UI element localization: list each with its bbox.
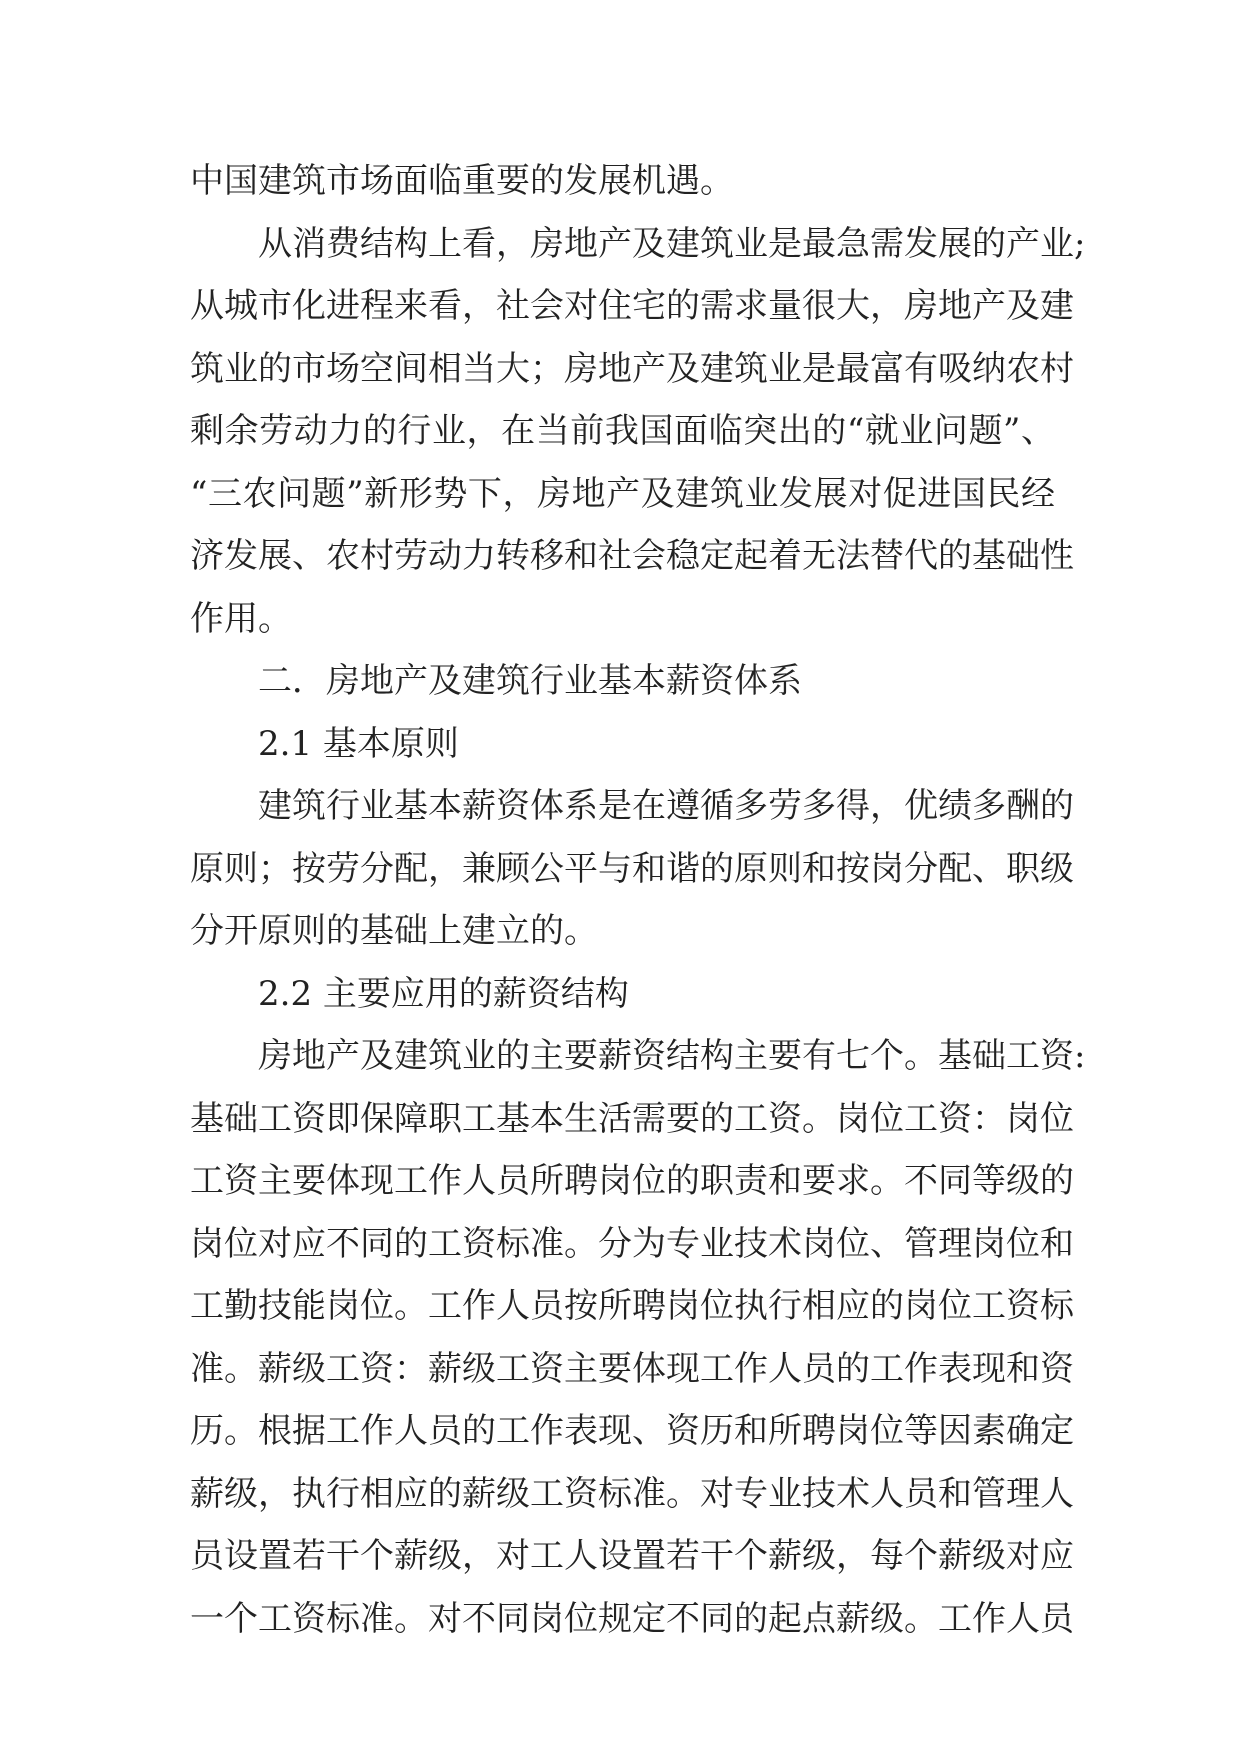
text-line: 剩余劳动力的行业，在当前我国面临突出的“就业问题”、 bbox=[190, 411, 1055, 451]
text-line: 工资主要体现工作人员所聘岗位的职责和要求。不同等级的 bbox=[190, 1161, 1074, 1201]
text-line: 分开原则的基础上建立的。 bbox=[190, 911, 598, 951]
text-line: 从城市化进程来看，社会对住宅的需求量很大，房地产及建 bbox=[190, 286, 1074, 326]
text-line: 原则；按劳分配，兼顾公平与和谐的原则和按岗分配、职级 bbox=[190, 848, 1074, 889]
text-line: 济发展、农村劳动力转移和社会稳定起着无法替代的基础性 bbox=[190, 536, 1074, 576]
text-line: 筑业的市场空间相当大；房地产及建筑业是最富有吸纳农村 bbox=[190, 348, 1074, 389]
text-line: “三农问题”新形势下，房地产及建筑业发展对促进国民经 bbox=[190, 473, 1055, 514]
text-line: 房地产及建筑业的主要薪资结构主要有七个。基础工资: bbox=[258, 1036, 1086, 1076]
text-line: 工勤技能岗位。工作人员按所聘岗位执行相应的岗位工资标 bbox=[190, 1286, 1074, 1326]
text-line: 薪级，执行相应的薪级工资标准。对专业技术人员和管理人 bbox=[190, 1473, 1074, 1514]
text-line: 作用。 bbox=[190, 598, 292, 639]
text-line: 员设置若干个薪级，对工人设置若干个薪级，每个薪级对应 bbox=[190, 1536, 1074, 1576]
subsection-heading: 2.2 主要应用的薪资结构 bbox=[258, 973, 629, 1014]
subsection-heading: 2.1 基本原则 bbox=[258, 723, 459, 764]
text-line: 岗位对应不同的工资标准。分为专业技术岗位、管理岗位和 bbox=[190, 1223, 1074, 1264]
document-page bbox=[190, 150, 1086, 1650]
text-line: 基础工资即保障职工基本生活需要的工资。岗位工资：岗位 bbox=[190, 1098, 1074, 1139]
text-line: 中国建筑市场面临重要的发展机遇。 bbox=[190, 161, 734, 201]
text-line: 从消费结构上看，房地产及建筑业是最急需发展的产业; bbox=[258, 223, 1086, 264]
text-line: 一个工资标准。对不同岗位规定不同的起点薪级。工作人员 bbox=[190, 1598, 1074, 1639]
text-line: 建筑行业基本薪资体系是在遵循多劳多得，优绩多酬的 bbox=[258, 786, 1074, 826]
text-line: 历。根据工作人员的工作表现、资历和所聘岗位等因素确定 bbox=[190, 1411, 1074, 1451]
text-line: 准。薪级工资：薪级工资主要体现工作人员的工作表现和资 bbox=[190, 1348, 1074, 1389]
section-heading: 二．房地产及建筑行业基本薪资体系 bbox=[258, 661, 802, 701]
